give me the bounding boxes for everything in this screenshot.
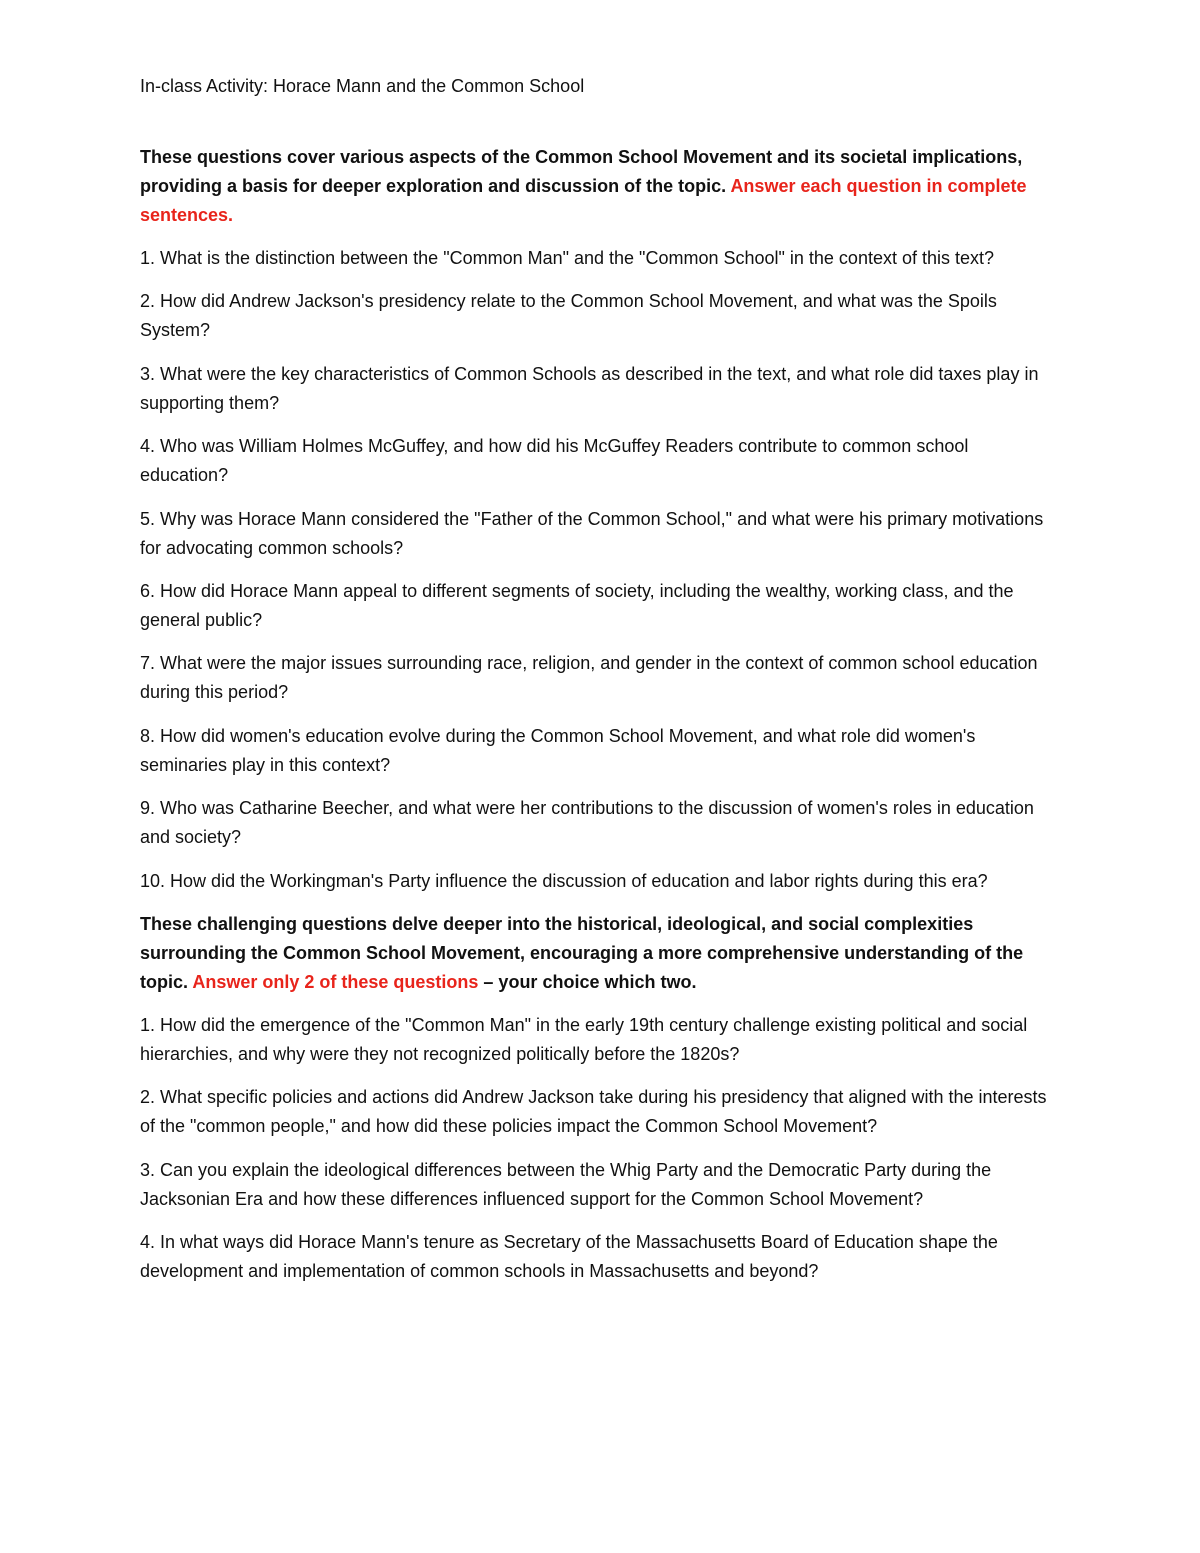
question-text: How did the Workingman's Party influence the discussion of education and labor rights during this era? — [170, 870, 988, 891]
question-number: 7. — [140, 653, 156, 674]
question-text: What is the distinction between the "Common Man" and the "Common School" in the context of this text? — [160, 248, 995, 268]
question-item — [140, 1011, 1060, 1069]
question-number: 3. — [140, 1159, 156, 1180]
section2-question-list — [140, 1011, 1060, 1286]
question-number: 9. — [140, 798, 156, 819]
question-text: What specific policies and actions did Andrew Jackson take during his presidency that aligned with the interests of the "common people," and how did these policies impact the Common School Movement? — [140, 1087, 1047, 1137]
question-number: 1. — [140, 1014, 156, 1035]
question-text: What were the key characteristics of Common Schools as described in the text, and what role did taxes play in supporting them? — [140, 363, 1039, 413]
question-item — [140, 432, 1060, 490]
document-body — [140, 72, 1060, 1300]
question-text: How did Andrew Jackson's presidency relate to the Common School Movement, and what was the Spoils System? — [140, 291, 997, 341]
section1-instruction: Answer each question in complete sentences. — [140, 176, 1027, 225]
question-number: 4. — [140, 436, 156, 457]
section1-intro-text: These questions cover various aspects of the Common School Movement and its societal implications, providing a basis for deeper exploration and discussion of the topic. — [140, 147, 1023, 196]
question-number: 3. — [140, 363, 156, 384]
question-text: Can you explain the ideological differences between the Whig Party and the Democratic Party during the Jacksonian Era and how these differences influenced support for the Common School Movement? — [140, 1159, 992, 1209]
section2-instruction-tail: – your choice which two. — [483, 971, 697, 992]
question-number: 6. — [140, 580, 156, 601]
question-text: Who was William Holmes McGuffey, and how did his McGuffey Readers contribute to common school education? — [140, 436, 969, 486]
section2-instruction: Answer only 2 of these questions — [192, 971, 479, 992]
question-number: 8. — [140, 725, 156, 746]
question-item — [140, 867, 1060, 896]
section2-intro — [140, 910, 1060, 997]
question-number: 2. — [140, 1087, 156, 1108]
question-text: In what ways did Horace Mann's tenure as Secretary of the Massachusetts Board of Education shape the development and implementation of common schools in Massachusetts and beyond? — [140, 1232, 998, 1282]
question-item — [140, 649, 1060, 707]
question-text: How did the emergence of the "Common Man" in the early 19th century challenge existing political and social hierarchies, and why were they not recognized politically before the 1820s? — [140, 1014, 1028, 1064]
question-item — [140, 1156, 1060, 1214]
question-number: 4. — [140, 1232, 156, 1253]
question-item — [140, 577, 1060, 635]
question-number: 1. — [140, 248, 156, 268]
question-item — [140, 287, 1060, 345]
document-title: In-class Activity: Horace Mann and the Common School — [140, 76, 585, 96]
question-text: Who was Catharine Beecher, and what were her contributions to the discussion of women's roles in education and society? — [140, 798, 1034, 848]
question-item — [140, 1083, 1060, 1141]
question-item — [140, 722, 1060, 780]
question-text: Why was Horace Mann considered the "Father of the Common School," and what were his primary motivations for advocating common schools? — [140, 508, 1044, 558]
section2-intro-text: These challenging questions delve deeper into the historical, ideological, and social complexities surrounding the Common School Movement, encouraging a more comprehensive understanding of the topic. — [140, 913, 1024, 992]
question-number: 2. — [140, 291, 156, 312]
question-text: How did Horace Mann appeal to different segments of society, including the wealthy, working class, and the general public? — [140, 580, 1014, 630]
question-item — [140, 505, 1060, 563]
section1-question-list — [140, 244, 1060, 896]
question-item — [140, 244, 1060, 273]
question-item — [140, 360, 1060, 418]
question-item — [140, 794, 1060, 852]
question-text: How did women's education evolve during the Common School Movement, and what role did women's seminaries play in this context? — [140, 725, 976, 775]
question-number: 5. — [140, 508, 156, 529]
question-number: 10. — [140, 870, 166, 891]
question-text: What were the major issues surrounding race, religion, and gender in the context of common school education during this period? — [140, 653, 1038, 703]
question-item — [140, 1228, 1060, 1286]
section1-intro — [140, 143, 1060, 230]
